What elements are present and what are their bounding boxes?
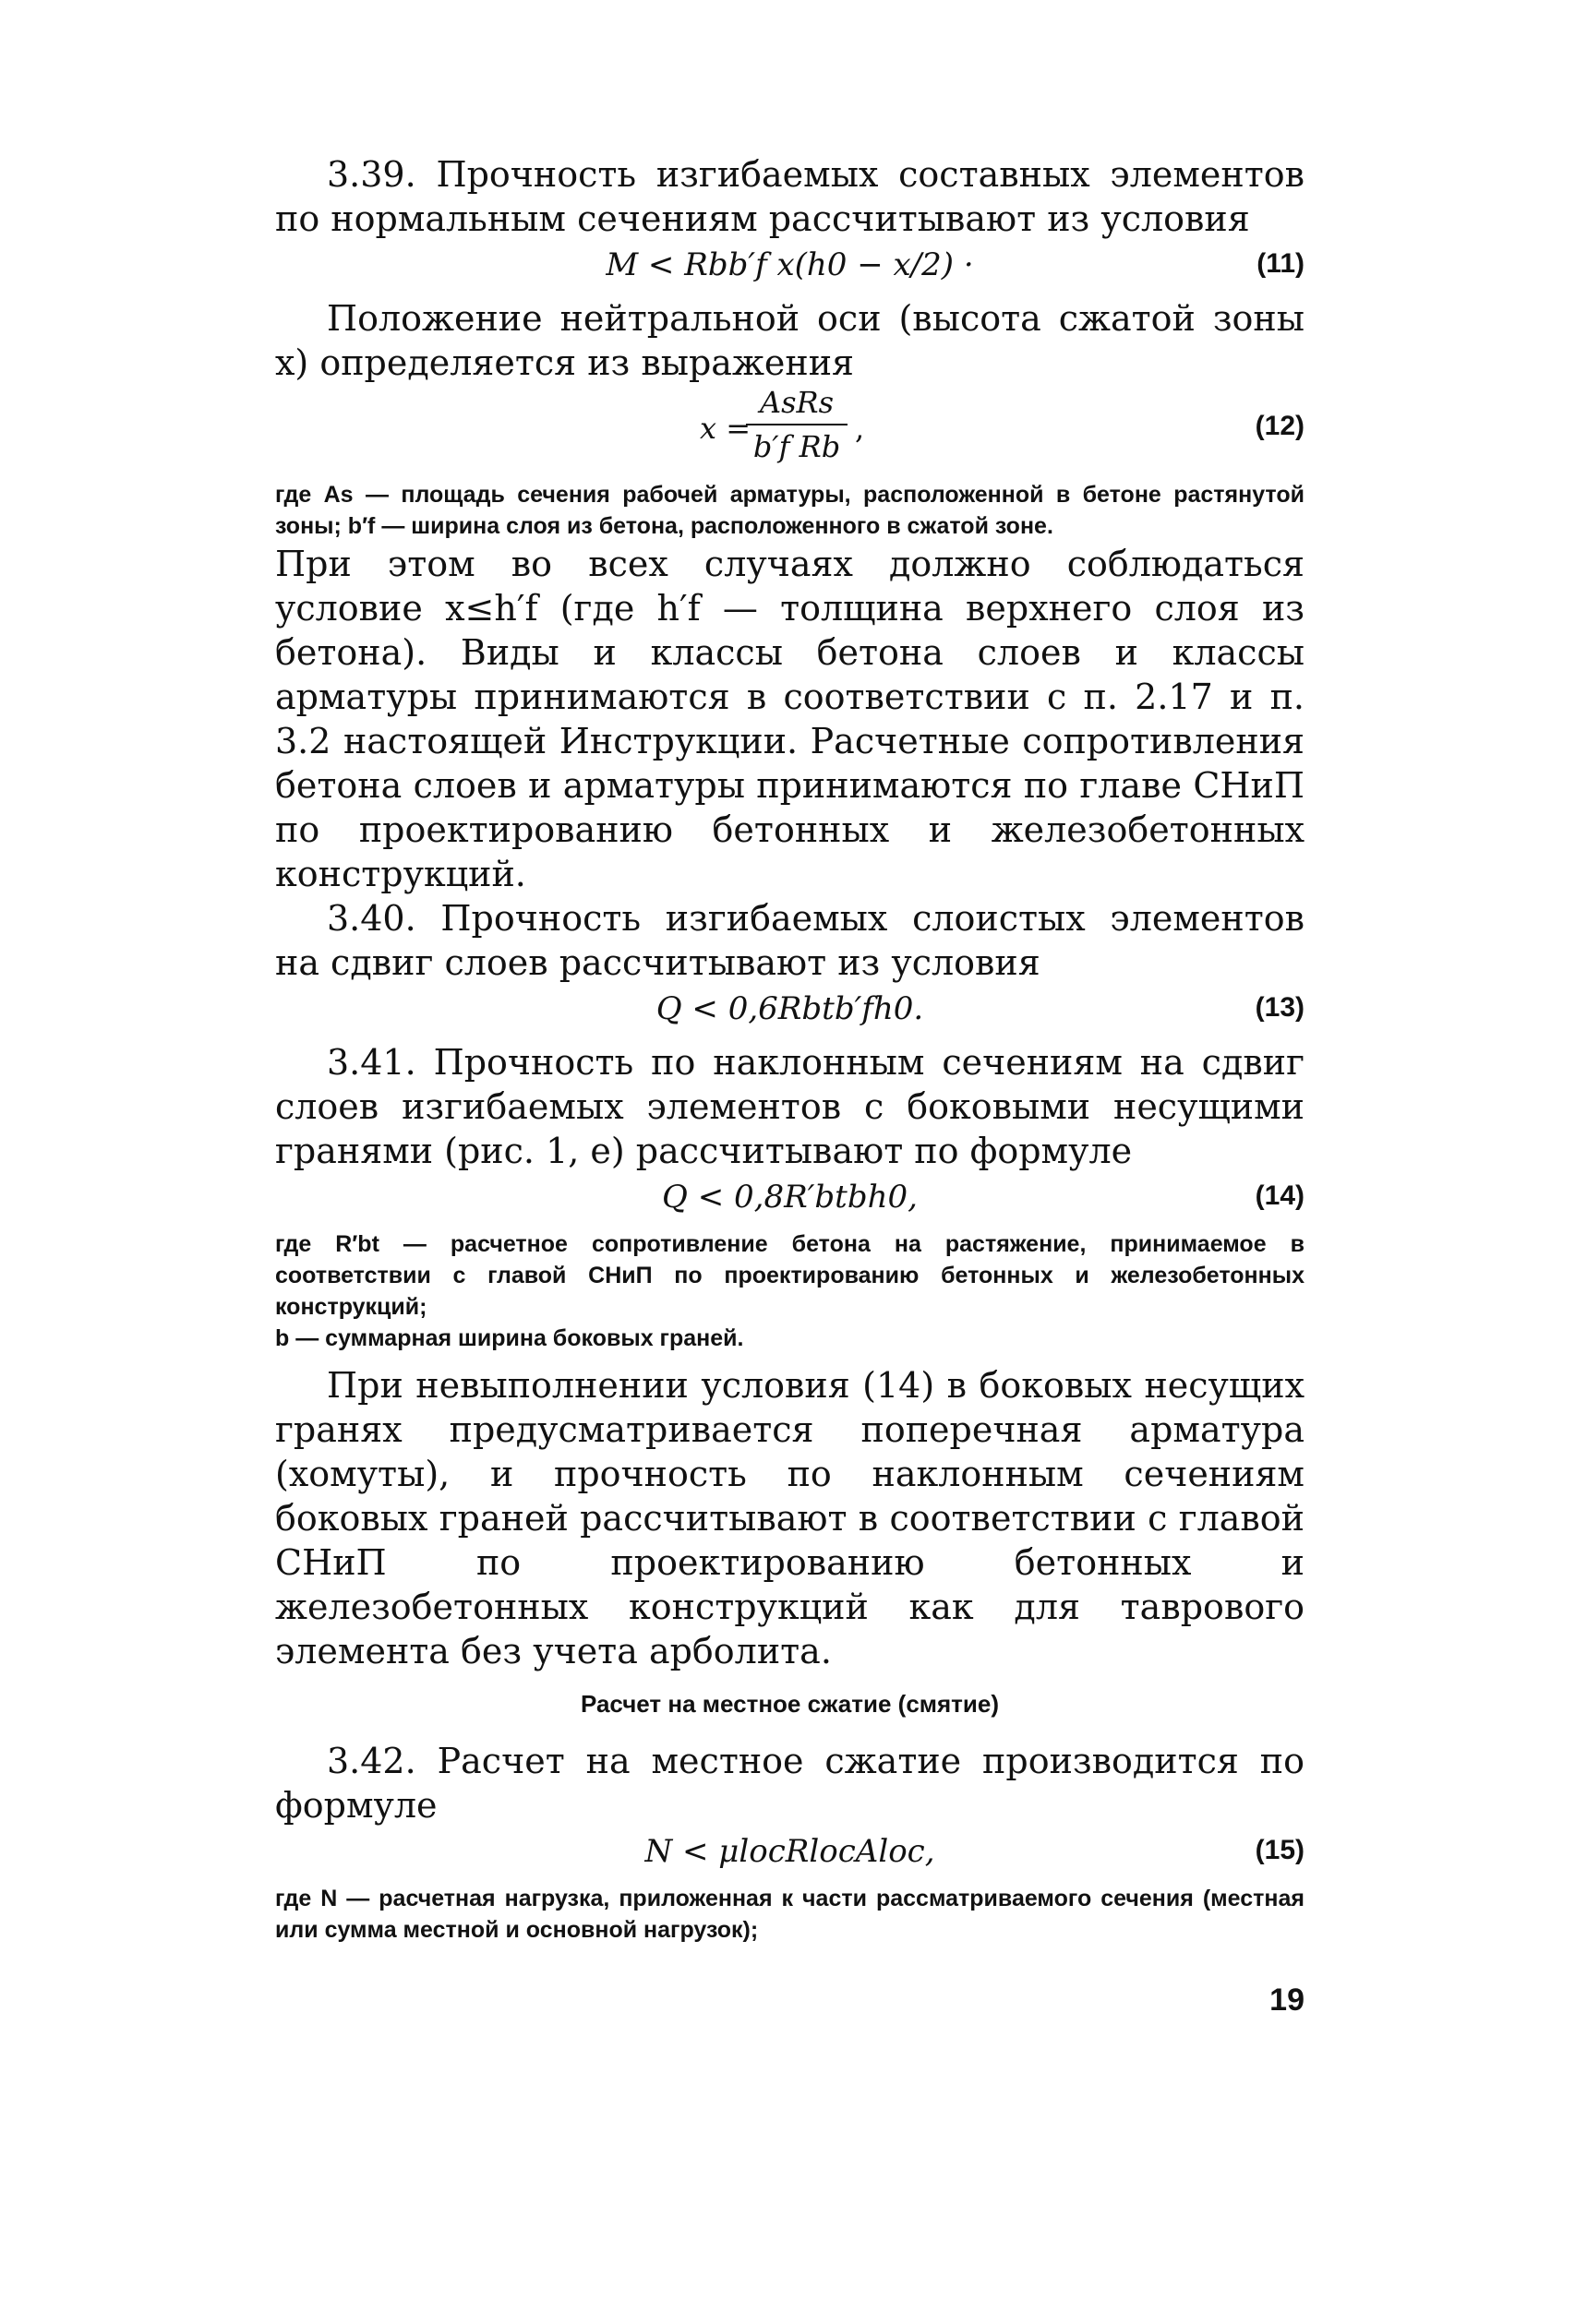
where-note-14: где R′bt — расчетное сопротивление бетона на растяжение, принимаемое в соответствии с главой СНиП по проектированию бетонных и железобетонных конструкций; — [275, 1231, 1304, 1320]
formula-15-expression: N < μlocRlocAloc, — [644, 1833, 935, 1870]
page-content — [275, 152, 1304, 2018]
failure-paragraph: При невыполнении условия (14) в боковых несущих гранях предусматривается поперечная арматура (хомуты), и прочность по наклонным сечениям боковых граней рассчитывают в соответствии с главой СНиП по проектированию бетонных и железобетонных конструкций как для таврового элемента без учета арболита. — [275, 1365, 1304, 1671]
where-note-12: где As — площадь сечения рабочей арматуры, расположенной в бетоне растянутой зоны; b′f — ширина слоя из бетона, расположенного в сжатой зоне. — [275, 482, 1304, 539]
condition-paragraph: При этом во всех случаях должно соблюдаться условие x≤h′f (где h′f — толщина верхнего слоя из бетона). Виды и классы бетона слоев и классы арматуры принимаются в соответствии с п. 2.17 и п. 3.2 настоящей Инструкции. Расчетные сопротивления бетона слоев и арматуры принимаются по главе СНиП по проектированию бетонных и железобетонных конструкций. — [275, 544, 1304, 894]
formula-14 — [275, 1173, 1304, 1228]
formula-14-expression: Q < 0,8R′btbh0, — [662, 1179, 918, 1216]
formula-11 — [275, 241, 1304, 296]
where-note-14-b: b — суммарная ширина боковых граней. — [275, 1325, 744, 1351]
formula-12-comma: , — [855, 411, 865, 446]
section-3-39-heading: 3.39. Прочность изгибаемых составных элементов по нормальным сечениям рассчитывают из условия — [275, 154, 1304, 239]
formula-12-fraction — [746, 385, 848, 464]
formula-12-denominator: b′f Rb — [752, 429, 841, 464]
formula-11-number: (11) — [1256, 248, 1304, 279]
formula-13-number: (13) — [1255, 992, 1304, 1023]
section-3-42-text: 3.42. Расчет на местное сжатие производится по формуле — [275, 1741, 1304, 1826]
formula-14-number: (14) — [1255, 1180, 1304, 1211]
formula-15-number: (15) — [1255, 1835, 1304, 1865]
formula-11-expression: M < Rbb′f x(h0 − x/2) · — [606, 246, 974, 283]
page-number: 19 — [1269, 1983, 1304, 2018]
section-3-40-text: 3.40. Прочность изгибаемых слоистых элементов на сдвиг слоев рассчитывают из условия — [275, 898, 1304, 983]
formula-12 — [275, 385, 1304, 470]
formula-12-number: (12) — [1255, 411, 1304, 441]
formula-13 — [275, 985, 1304, 1040]
formula-15 — [275, 1827, 1304, 1883]
where-note-15: где N — расчетная нагрузка, приложенная к части рассматриваемого сечения (местная или сумма местной и основной нагрузок); — [275, 1886, 1304, 1943]
formula-13-expression: Q < 0,6Rbtb′fh0. — [655, 990, 924, 1027]
section-3-41-text: 3.41. Прочность по наклонным сечениям на сдвиг слоев изгибаемых элементов с боковыми несущими гранями (рис. 1, е) рассчитывают по формуле — [275, 1042, 1304, 1171]
subheading-local-compression: Расчет на местное сжатие (смятие) — [580, 1690, 1000, 1718]
formula-12-lhs: x = — [700, 411, 751, 446]
formula-12-numerator: AsRs — [759, 385, 835, 420]
fraction-bar — [746, 424, 848, 425]
neutral-axis-paragraph: Положение нейтральной оси (высота сжатой зоны x) определяется из выражения — [275, 298, 1304, 383]
